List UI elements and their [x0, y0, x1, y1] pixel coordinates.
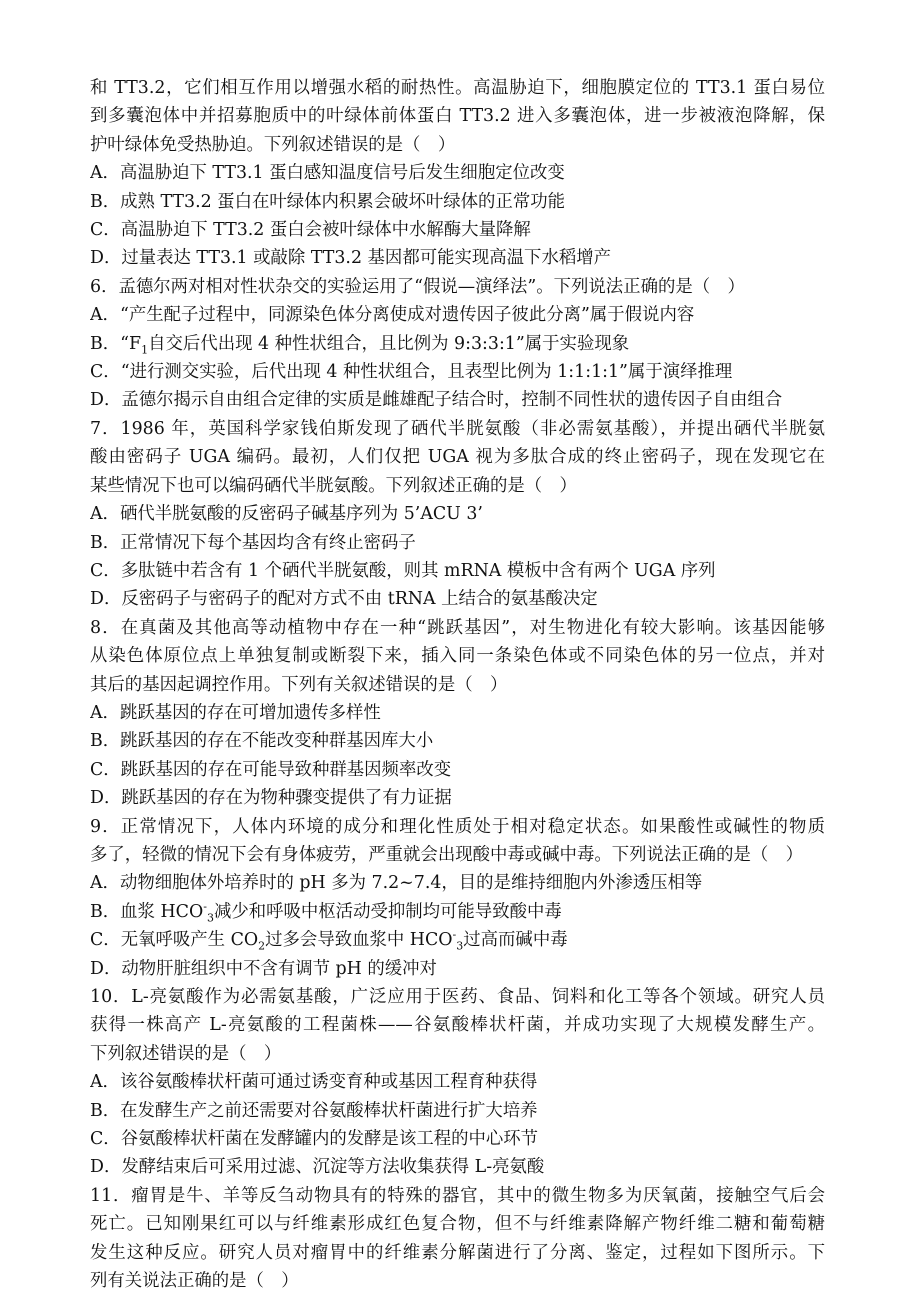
- subscript: 3: [206, 911, 214, 925]
- option-c: C．高温胁迫下 TT3.2 蛋白会被叶绿体中水解酶大量降解: [90, 220, 531, 241]
- option-a: A．跳跃基因的存在可增加遗传多样性: [90, 702, 381, 723]
- option-b: [90, 898, 825, 926]
- question-stem-line: 酸由密码子 UGA 编码。最初，人们仅把 UGA 视为多肽合成的终止密码子，现在发现它在: [90, 447, 825, 468]
- question-6: [90, 273, 825, 415]
- option-b: B．成熟 TT3.2 蛋白在叶绿体内积累会破坏叶绿体的正常功能: [90, 191, 566, 212]
- question-stem-line: 获得一株高产 L-亮氨酸的工程菌株——谷氨酸棒状杆菌，并成功实现了大规模发酵生产。: [90, 1015, 825, 1036]
- question-stem-line: 列有关说法正确的是（ ）: [90, 1271, 299, 1292]
- option-a: A．该谷氨酸棒状杆菌可通过诱变育种或基因工程育种获得: [90, 1072, 538, 1093]
- question-stem-line: 11．瘤胃是牛、羊等反刍动物具有的特殊的器官，其中的微生物多为厌氧菌，接触空气后会: [90, 1185, 825, 1206]
- question-stem-line: 其后的基因起调控作用。下列有关叙述错误的是（ ）: [90, 674, 508, 695]
- option-text: B．血浆 HCO: [90, 901, 204, 922]
- option-a: A．硒代半胱氨酸的反密码子碱基序列为 5’ACU 3’: [90, 504, 483, 525]
- question-stem-line: 从染色体原位点上单独复制或断裂下来，插入同一条染色体或不同染色体的另一位点，并对: [90, 646, 825, 667]
- question-stem-line: 护叶绿体免受热胁迫。下列叙述错误的是（ ）: [90, 134, 456, 155]
- question-stem-line: 死亡。已知刚果红可以与纤维素形成红色复合物，但不与纤维素降解产物纤维二糖和葡萄糖: [90, 1214, 825, 1235]
- option-d: D．动物肝脏组织中不含有调节 pH 的缓冲对: [90, 958, 437, 979]
- question-stem-line: 和 TT3.2，它们相互作用以增强水稻的耐热性。高温胁迫下，细胞膜定位的 TT3.1 蛋白易位: [90, 78, 825, 98]
- option-c: C．跳跃基因的存在可能导致种群基因频率改变: [90, 759, 452, 780]
- option-c: C．多肽链中若含有 1 个硒代半胱氨酸，则其 mRNA 模板中含有两个 UGA 序列: [90, 560, 716, 581]
- question-stem-line: 7．1986 年，英国科学家钱伯斯发现了硒代半胱氨酸（非必需氨基酸），并提出硒代半胱氨: [90, 418, 825, 439]
- option-a: A．高温胁迫下 TT3.1 蛋白感知温度信号后发生细胞定位改变: [90, 163, 565, 184]
- question-11: [90, 1182, 825, 1295]
- question-stem-line: 到多囊泡体中并招募胞质中的叶绿体前体蛋白 TT3.2 进入多囊泡体，进一步被液泡降解，保: [90, 106, 825, 127]
- question-9: [90, 813, 825, 983]
- question-5: [90, 74, 825, 273]
- option-text: C．无氧呼吸产生 CO: [90, 930, 259, 951]
- option-d: D．跳跃基因的存在为物种骤变提供了有力证据: [90, 788, 452, 809]
- option-b: [90, 330, 825, 358]
- question-stem-line: 发生这种反应。研究人员对瘤胃中的纤维素分解菌进行了分离、鉴定，过程如下图所示。下: [90, 1242, 825, 1263]
- subscript: 2: [258, 939, 266, 953]
- option-d: D．发酵结束后可采用过滤、沉淀等方法收集获得 L-亮氨酸: [90, 1157, 545, 1178]
- subscript: 1: [141, 343, 149, 357]
- question-stem-line: 10．L-亮氨酸作为必需氨基酸，广泛应用于医药、食品、饲料和化工等各个领域。研究人员: [90, 987, 825, 1007]
- question-stem-line: 某些情况下也可以编码硒代半胱氨酸。下列叙述正确的是（ ）: [90, 475, 577, 496]
- option-b: B．跳跃基因的存在不能改变种群基因库大小: [90, 731, 434, 752]
- option-text: B．“F: [90, 333, 142, 354]
- subscript: 3: [456, 939, 464, 953]
- question-stem-line: 多了，轻微的情况下会有身体疲劳，严重就会出现酸中毒或碱中毒。下列说法正确的是（ ）: [90, 844, 804, 865]
- option-c: [90, 926, 825, 954]
- option-a: A．动物细胞体外培养时的 pH 多为 7.2~7.4，目的是维持细胞内外渗透压相等: [90, 873, 703, 894]
- question-stem-line: 6．孟德尔两对相对性状杂交的实验运用了“假说—演绎法”。下列说法正确的是（ ）: [90, 276, 745, 297]
- option-d: D．过量表达 TT3.1 或敲除 TT3.2 基因都可能实现高温下水稻增产: [90, 248, 612, 269]
- option-c: C．“进行测交实验，后代出现 4 种性状组合，且表型比例为 1:1:1:1”属于演绎推理: [90, 362, 733, 383]
- option-b: B．正常情况下每个基因均含有终止密码子: [90, 532, 416, 553]
- option-b: B．在发酵生产之前还需要对谷氨酸棒状杆菌进行扩大培养: [90, 1100, 538, 1121]
- option-d: D．反密码子与密码子的配对方式不由 tRNA 上结合的氨基酸决定: [90, 589, 598, 610]
- option-d: D．孟德尔揭示自由组合定律的实质是雌雄配子结合时，控制不同性状的遗传因子自由组合: [90, 390, 783, 411]
- option-text: 自交后代出现 4 种性状组合，且比例为 9:3:3:1”属于实验现象: [148, 333, 630, 354]
- exam-page: [90, 74, 825, 1295]
- option-text: 减少和呼吸中枢活动受抑制均可能导致酸中毒: [213, 901, 562, 922]
- question-8: [90, 614, 825, 813]
- question-7: [90, 415, 825, 614]
- option-a: A．“产生配子过程中，同源染色体分离使成对遗传因子彼此分离”属于假说内容: [90, 305, 695, 326]
- superscript: -: [203, 899, 207, 913]
- question-stem-line: 下列叙述错误的是（ ）: [90, 1043, 282, 1064]
- question-stem-line: 8．在真菌及其他高等动植物中存在一种“跳跃基因”，对生物进化有较大影响。该基因能够: [90, 617, 825, 638]
- question-stem-line: 9．正常情况下，人体内环境的成分和理化性质处于相对稳定状态。如果酸性或碱性的物质: [90, 816, 825, 837]
- superscript: -: [452, 928, 457, 942]
- question-10: [90, 983, 825, 1182]
- option-text: 过多会导致血浆中 HCO: [265, 930, 453, 951]
- option-c: C．谷氨酸棒状杆菌在发酵罐内的发酵是该工程的中心环节: [90, 1129, 539, 1150]
- option-text: 过高而碱中毒: [463, 930, 568, 951]
